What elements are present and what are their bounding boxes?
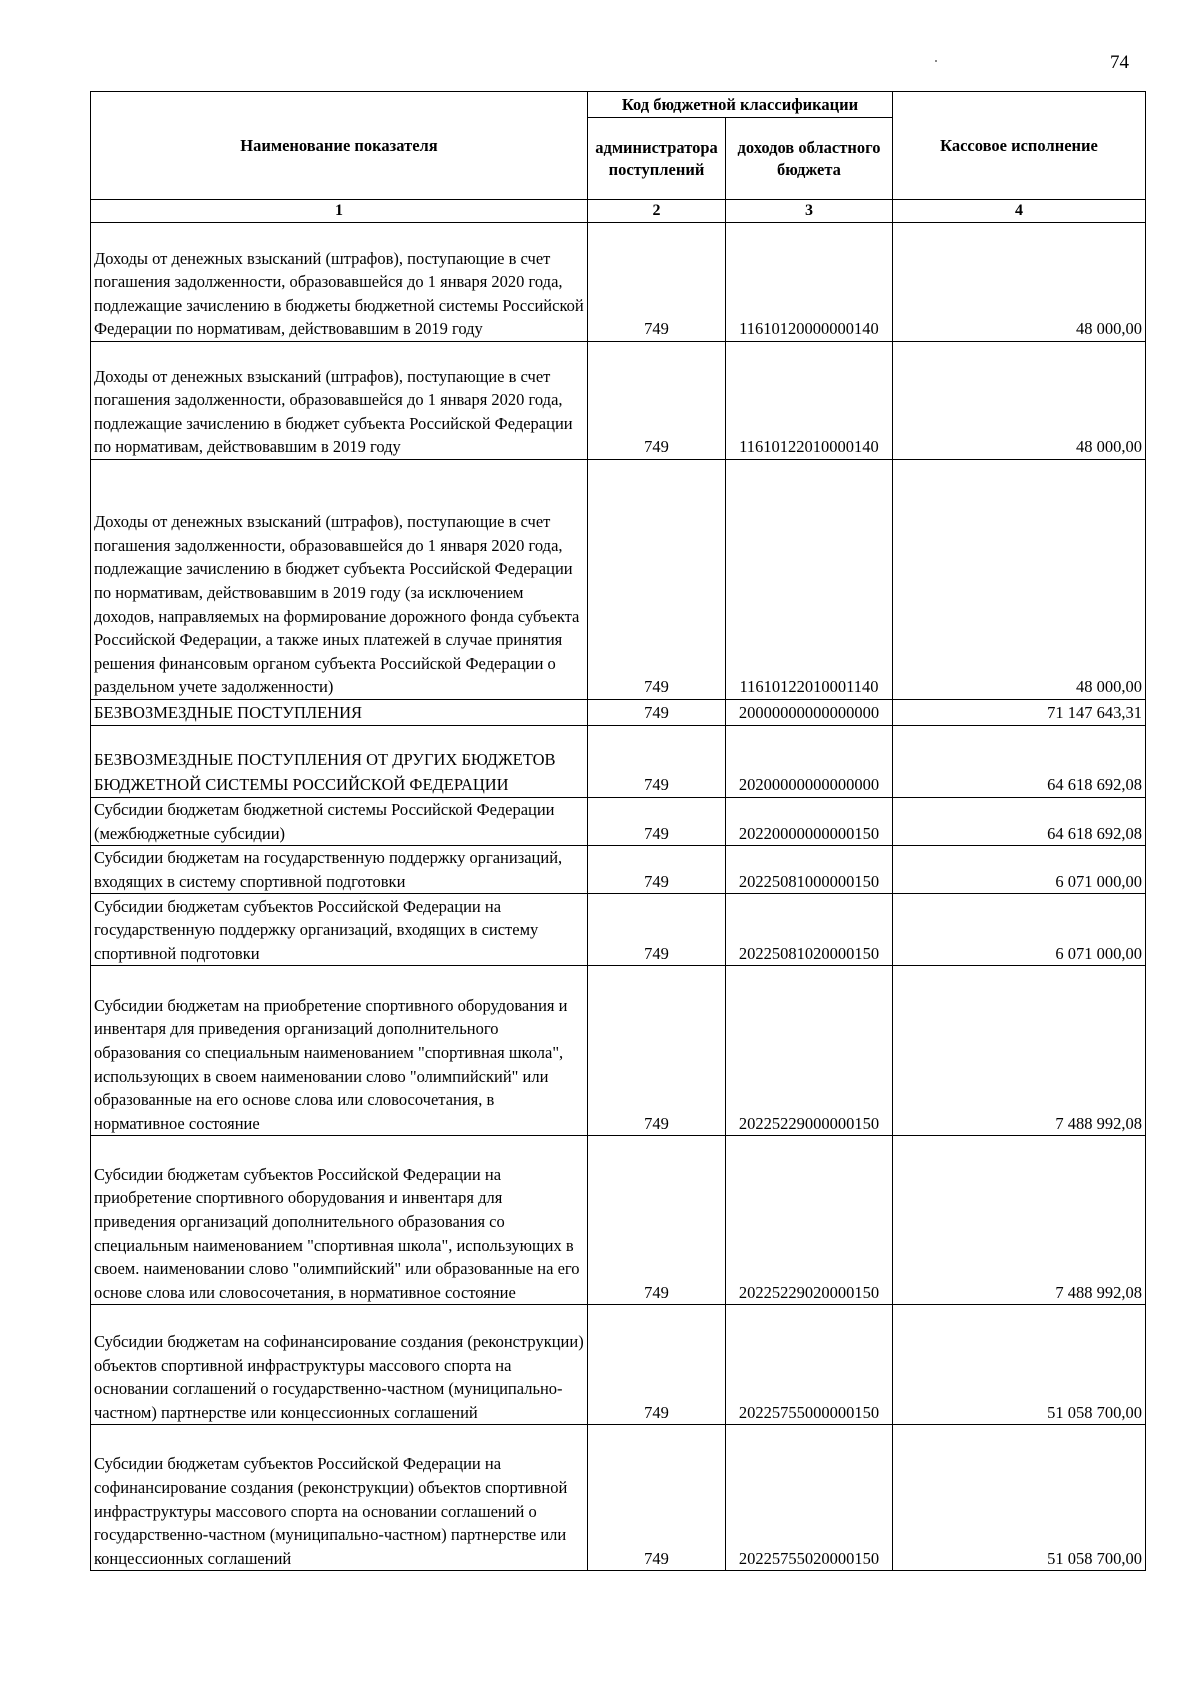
table-row bbox=[91, 342, 1146, 460]
column-number: 4 bbox=[893, 200, 1146, 223]
table-row bbox=[91, 223, 1146, 342]
column-number: 3 bbox=[726, 200, 893, 223]
table-row bbox=[91, 460, 1146, 700]
table-row bbox=[91, 966, 1146, 1136]
column-number: 2 bbox=[588, 200, 726, 223]
row-admin-code: 749 bbox=[588, 460, 726, 700]
column-number: 1 bbox=[91, 200, 588, 223]
row-name: Доходы от денежных взысканий (штрафов), поступающие в счет погашения задолженности, образовавшейся до 1 января 2020 года, подлежащие зачислению в бюджет субъекта Российской Федерации по нормативам, действовавшим в 2019 году (за исключением доходов, направляемых на формирование дорожного фонда субъекта Российской Федерации, а также иных платежей в случае принятия решения финансовым органом субъекта Российской Федерации о раздельном учете задолженности) bbox=[91, 460, 588, 700]
row-name: Субсидии бюджетам на государственную поддержку организаций, входящих в систему спортивной подготовки bbox=[91, 846, 588, 894]
header-budget-code-group: Код бюджетной классификации bbox=[588, 92, 893, 118]
row-revenue-code: 20225081020000150 bbox=[726, 894, 893, 966]
row-amount: 48 000,00 bbox=[893, 342, 1146, 460]
row-admin-code: 749 bbox=[588, 894, 726, 966]
row-revenue-code: 20200000000000000 bbox=[726, 726, 893, 798]
row-revenue-code: 11610120000000140 bbox=[726, 223, 893, 342]
table-row bbox=[91, 798, 1146, 846]
scan-speck bbox=[935, 60, 937, 62]
row-revenue-code: 20225755000000150 bbox=[726, 1305, 893, 1425]
row-amount: 48 000,00 bbox=[893, 460, 1146, 700]
row-admin-code: 749 bbox=[588, 1425, 726, 1571]
row-amount: 71 147 643,31 bbox=[893, 700, 1146, 726]
row-name: Доходы от денежных взысканий (штрафов), поступающие в счет погашения задолженности, образовавшейся до 1 января 2020 года, подлежащие зачислению в бюджеты бюджетной системы Российской Федерации по нормативам, действовавшим в 2019 году bbox=[91, 223, 588, 342]
row-amount: 51 058 700,00 bbox=[893, 1305, 1146, 1425]
row-amount: 6 071 000,00 bbox=[893, 846, 1146, 894]
row-revenue-code: 20225229000000150 bbox=[726, 966, 893, 1136]
table-row bbox=[91, 1425, 1146, 1571]
row-amount: 7 488 992,08 bbox=[893, 1136, 1146, 1305]
row-amount: 51 058 700,00 bbox=[893, 1425, 1146, 1571]
row-amount: 6 071 000,00 bbox=[893, 894, 1146, 966]
row-amount: 7 488 992,08 bbox=[893, 966, 1146, 1136]
header-revenue: доходов областного бюджета bbox=[726, 118, 893, 200]
row-admin-code: 749 bbox=[588, 1136, 726, 1305]
header-name: Наименование показателя bbox=[91, 92, 588, 200]
row-revenue-code: 11610122010001140 bbox=[726, 460, 893, 700]
row-name: Субсидии бюджетам субъектов Российской Федерации на приобретение спортивного оборудования и инвентаря для приведения организаций дополнительного образования со специальным наименованием "спортивная школа", использующих в своем. наименовании слово "олимпийский" или образованные на его основе слова или словосочетания, в нормативное состояние bbox=[91, 1136, 588, 1305]
row-revenue-code: 20220000000000150 bbox=[726, 798, 893, 846]
row-revenue-code: 20225755020000150 bbox=[726, 1425, 893, 1571]
row-admin-code: 749 bbox=[588, 342, 726, 460]
row-name: БЕЗВОЗМЕЗДНЫЕ ПОСТУПЛЕНИЯ bbox=[91, 700, 588, 726]
row-amount: 48 000,00 bbox=[893, 223, 1146, 342]
row-admin-code: 749 bbox=[588, 726, 726, 798]
row-admin-code: 749 bbox=[588, 700, 726, 726]
table-row bbox=[91, 846, 1146, 894]
row-name: Субсидии бюджетам на софинансирование создания (реконструкции) объектов спортивной инфраструктуры массового спорта на основании соглашений о государственно-частном (муниципально-частном) партнерстве или концессионных соглашений bbox=[91, 1305, 588, 1425]
header-admin: администратора поступлений bbox=[588, 118, 726, 200]
row-amount: 64 618 692,08 bbox=[893, 798, 1146, 846]
row-revenue-code: 20000000000000000 bbox=[726, 700, 893, 726]
table-row bbox=[91, 1136, 1146, 1305]
table-row bbox=[91, 726, 1146, 798]
row-admin-code: 749 bbox=[588, 1305, 726, 1425]
table-row bbox=[91, 894, 1146, 966]
revenue-table bbox=[90, 91, 1146, 1571]
row-revenue-code: 20225229020000150 bbox=[726, 1136, 893, 1305]
row-name: БЕЗВОЗМЕЗДНЫЕ ПОСТУПЛЕНИЯ ОТ ДРУГИХ БЮДЖЕТОВ БЮДЖЕТНОЙ СИСТЕМЫ РОССИЙСКОЙ ФЕДЕРАЦИИ bbox=[91, 726, 588, 798]
row-admin-code: 749 bbox=[588, 798, 726, 846]
row-admin-code: 749 bbox=[588, 966, 726, 1136]
row-name: Доходы от денежных взысканий (штрафов), поступающие в счет погашения задолженности, образовавшейся до 1 января 2020 года, подлежащие зачислению в бюджет субъекта Российской Федерации по нормативам, действовавшим в 2019 году bbox=[91, 342, 588, 460]
row-admin-code: 749 bbox=[588, 846, 726, 894]
page-number: 74 bbox=[1110, 52, 1129, 73]
row-name: Субсидии бюджетам субъектов Российской Федерации на софинансирование создания (реконструкции) объектов спортивной инфраструктуры массового спорта на основании соглашений о государственно-частном (муниципально-частном) партнерстве или концессионных соглашений bbox=[91, 1425, 588, 1571]
table-row bbox=[91, 1305, 1146, 1425]
header-execution: Кассовое исполнение bbox=[893, 92, 1146, 200]
row-admin-code: 749 bbox=[588, 223, 726, 342]
row-amount: 64 618 692,08 bbox=[893, 726, 1146, 798]
row-revenue-code: 11610122010000140 bbox=[726, 342, 893, 460]
row-name: Субсидии бюджетам бюджетной системы Российской Федерации (межбюджетные субсидии) bbox=[91, 798, 588, 846]
row-revenue-code: 20225081000000150 bbox=[726, 846, 893, 894]
row-name: Субсидии бюджетам на приобретение спортивного оборудования и инвентаря для приведения организаций дополнительного образования со специальным наименованием "спортивная школа", использующих в своем наименовании слово "олимпийский" или образованные на его основе слова или словосочетания, в нормативное состояние bbox=[91, 966, 588, 1136]
row-name: Субсидии бюджетам субъектов Российской Федерации на государственную поддержку организаций, входящих в систему спортивной подготовки bbox=[91, 894, 588, 966]
table-row bbox=[91, 700, 1146, 726]
